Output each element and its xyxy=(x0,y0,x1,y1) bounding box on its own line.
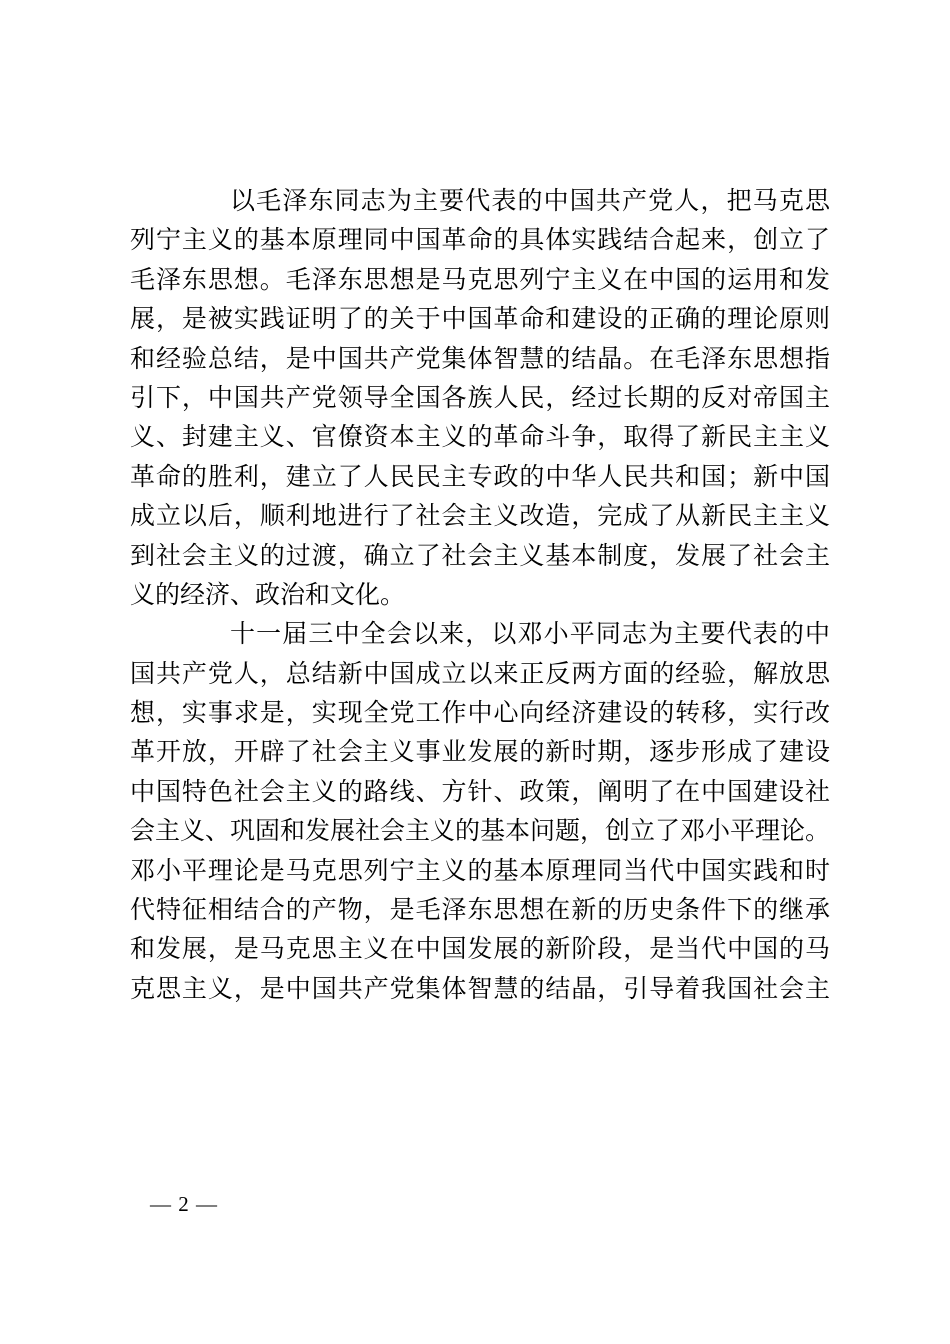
text-line: 到社会主义的过渡，确立了社会主义基本制度，发展了社会主 xyxy=(130,540,830,570)
text-line: 十一届三中全会以来，以邓小平同志为主要代表的中 xyxy=(230,619,830,649)
text-line: 成立以后，顺利地进行了社会主义改造，完成了从新民主主义 xyxy=(130,501,830,531)
text-line: 毛泽东思想。毛泽东思想是马克思列宁主义在中国的运用和发 xyxy=(130,264,830,294)
page-number: — 2 — xyxy=(150,1192,218,1216)
document-body xyxy=(130,181,830,1008)
text-line: 革开放，开辟了社会主义事业发展的新时期，逐步形成了建设 xyxy=(130,737,830,767)
text-line: 中国特色社会主义的路线、方针、政策，阐明了在中国建设社 xyxy=(130,776,830,806)
text-line: 国共产党人，总结新中国成立以来正反两方面的经验，解放思 xyxy=(130,658,830,688)
text-line: 义、封建主义、官僚资本主义的革命斗争，取得了新民主主义 xyxy=(130,422,830,452)
paragraph-deng-xiaoping-theory xyxy=(130,614,830,1008)
paragraph-mao-zedong-thought xyxy=(130,181,830,614)
text-line: 展，是被实践证明了的关于中国革命和建设的正确的理论原则 xyxy=(130,304,830,334)
text-line: 列宁主义的基本原理同中国革命的具体实践结合起来，创立了 xyxy=(130,225,830,255)
text-line: 义的经济、政治和文化。 xyxy=(130,579,406,609)
text-line: 克思主义，是中国共产党集体智慧的结晶，引导着我国社会主 xyxy=(130,973,830,1003)
text-line: 想，实事求是，实现全党工作中心向经济建设的转移，实行改 xyxy=(130,698,830,728)
text-line: 邓小平理论是马克思列宁主义的基本原理同当代中国实践和时 xyxy=(130,855,830,885)
text-line: 和经验总结，是中国共产党集体智慧的结晶。在毛泽东思想指 xyxy=(130,343,830,373)
text-line: 和发展，是马克思主义在中国发展的新阶段，是当代中国的马 xyxy=(130,934,830,964)
text-line: 以毛泽东同志为主要代表的中国共产党人，把马克思 xyxy=(230,186,830,215)
text-line: 会主义、巩固和发展社会主义的基本问题，创立了邓小平理论。 xyxy=(130,816,831,846)
text-line: 代特征相结合的产物，是毛泽东思想在新的历史条件下的继承 xyxy=(130,895,830,925)
text-line: 引下，中国共产党领导全国各族人民，经过长期的反对帝国主 xyxy=(130,382,830,412)
text-line: 革命的胜利，建立了人民民主专政的中华人民共和国；新中国 xyxy=(130,461,830,491)
